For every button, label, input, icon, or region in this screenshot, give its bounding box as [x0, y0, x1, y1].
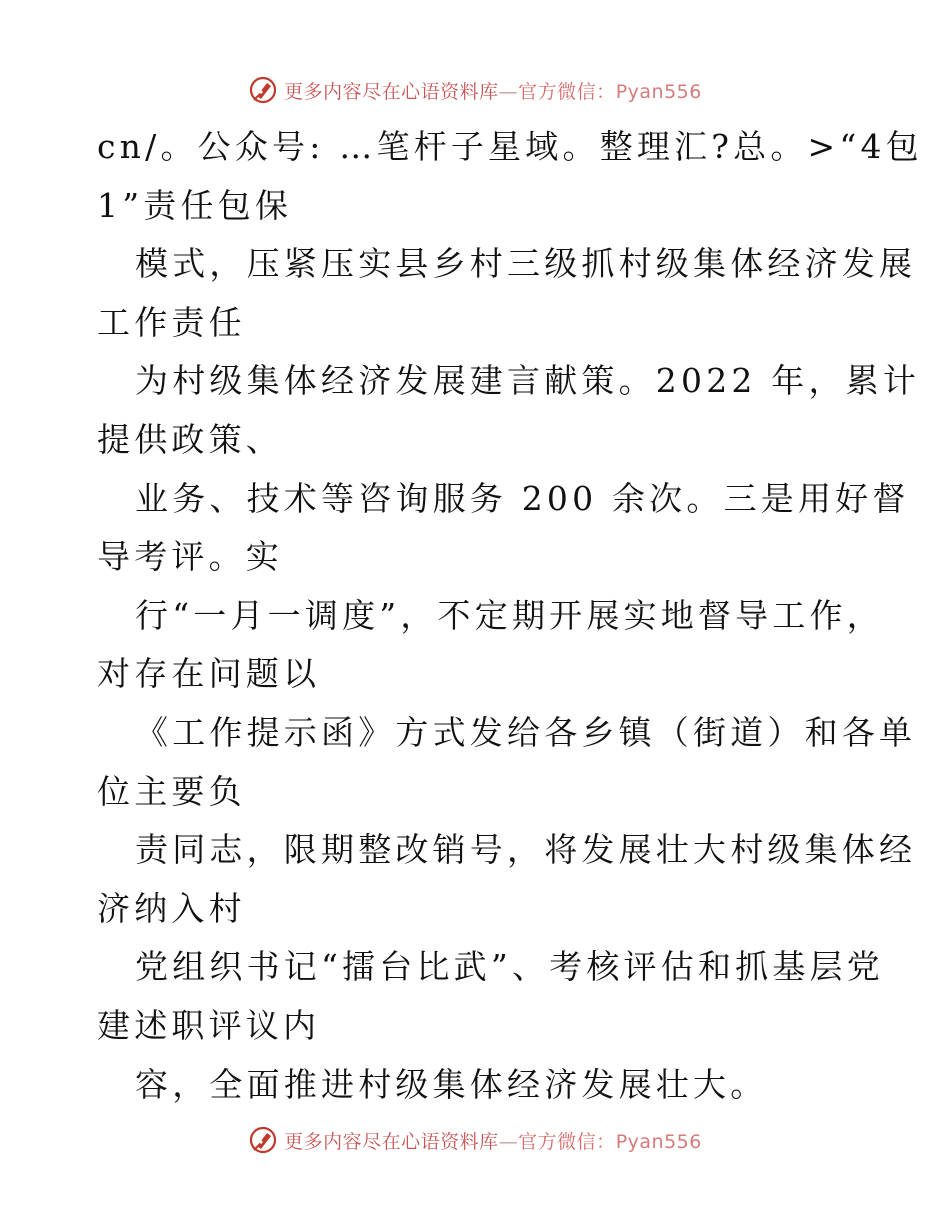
watermark-separator: —: [498, 80, 519, 103]
body-text-line: 为村级集体经济发展建言献策。2022 年，累计: [135, 361, 921, 401]
watermark-text: [284, 77, 702, 104]
header-watermark: [0, 70, 950, 110]
body-text-line: 1”责任包保: [97, 185, 293, 225]
body-text-line: 行“一月一调度”，不定期开展实地督导工作，: [135, 595, 884, 635]
body-text-line: 导考评。实: [97, 537, 283, 577]
body-text-line: 对存在问题以: [97, 654, 321, 694]
body-text-line: 容，全面推进村级集体经济发展壮大。: [135, 1064, 768, 1104]
body-text-line: 位主要负: [97, 771, 246, 811]
watermark-separator: —: [498, 1130, 519, 1153]
body-text-line: 提供政策、: [97, 419, 283, 459]
watermark-wechat-label: 官方微信：: [518, 80, 616, 103]
watermark-brand: 更多内容尽在心语资料库: [284, 1130, 499, 1153]
body-text-line: 《工作提示函》方式发给各乡镇（街道）和各单: [135, 712, 917, 752]
body-text-line: 济纳入村: [97, 888, 246, 928]
body-text-line: 业务、技术等咨询服务 200 余次。三是用好督: [135, 478, 910, 518]
body-text-line: 党组织书记“擂台比武”、考核评估和抓基层党: [135, 947, 884, 987]
watermark-handle: Pyan556: [615, 80, 702, 103]
watermark-wechat-label: 官方微信：: [518, 1130, 616, 1153]
body-text-line: 建述职评议内: [97, 1005, 321, 1045]
watermark-brand: 更多内容尽在心语资料库: [284, 80, 499, 103]
pen-nib-logo-icon: [248, 75, 278, 105]
body-text-line: 模式，压紧压实县乡村三级抓村级集体经济发展: [135, 244, 917, 284]
body-text-line: 工作责任: [97, 302, 246, 342]
body-text-line: 责同志，限期整改销号，将发展壮大村级集体经: [135, 830, 917, 870]
footer-watermark: [0, 1120, 950, 1160]
body-text-line: cn/。公众号: …笔杆子星域。整理汇?总。>“4包: [97, 127, 923, 166]
watermark-handle: Pyan556: [615, 1130, 702, 1153]
pen-nib-logo-icon: [248, 1125, 278, 1155]
watermark-text: [284, 1127, 702, 1154]
document-body: [97, 118, 923, 1114]
